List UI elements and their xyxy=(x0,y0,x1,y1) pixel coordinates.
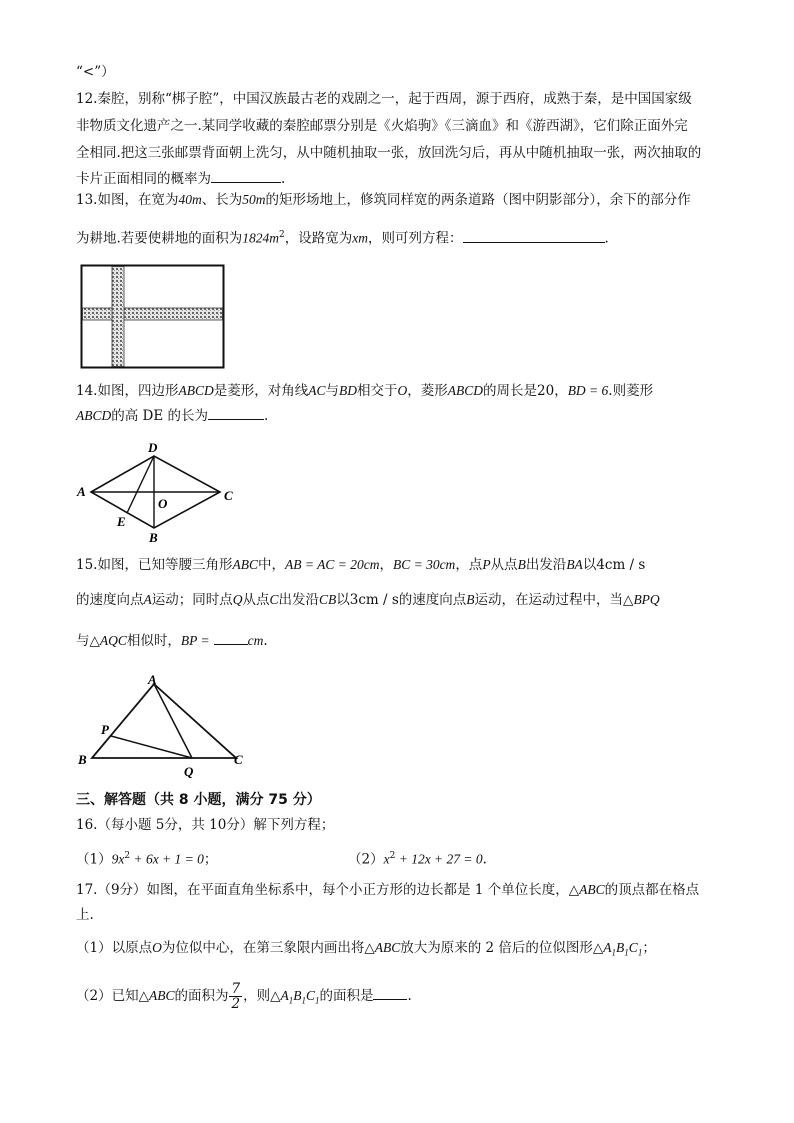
q17-c-sub: 1 xyxy=(637,947,643,958)
q12-answer-blank[interactable] xyxy=(211,168,281,183)
q15-text-p: 相似时， xyxy=(126,633,181,649)
q17-abc: ABC xyxy=(579,882,605,897)
q17-text-b: 的顶点都在格点 xyxy=(604,882,700,898)
q13-answer-blank[interactable] xyxy=(463,228,605,243)
q15-unit: cm xyxy=(247,633,264,648)
q14-text-b: 是菱形，对角线 xyxy=(213,383,309,399)
q15-text-f: 出发沿 xyxy=(525,557,567,573)
q13-road-horizontal xyxy=(83,308,223,320)
q13-text-b: 、长为 xyxy=(201,192,243,208)
q14-text-e: ，菱形 xyxy=(407,383,448,399)
q17-a-letter-2: A xyxy=(280,988,289,1003)
q15-answer-blank[interactable] xyxy=(214,630,248,645)
q14-abcd3: ABCD xyxy=(76,408,112,423)
q15-text-n: 运动，在运动过程中，当△ xyxy=(474,592,634,608)
q15-p: P xyxy=(482,557,491,572)
q14-bd: BD xyxy=(339,383,357,398)
q14-label-c: C xyxy=(224,488,233,503)
q14-text-g: ， xyxy=(554,383,568,399)
q17-a1b1c1-2 xyxy=(280,988,320,1006)
q17-b-sub-2: 1 xyxy=(301,995,306,1006)
q12-line2: 非物质文化遗产之一.某同学收藏的秦腔邮票分别是《火焰驹》《三滴血》和《游西湖》，它们除正面外完 xyxy=(76,118,688,134)
q14-end: . xyxy=(264,408,269,424)
q15-label-b: B xyxy=(78,752,87,767)
q15-eq2: BC = 30cm xyxy=(392,557,456,572)
q15-text-g: 以 xyxy=(582,557,597,573)
q15-text-j: 从点 xyxy=(242,592,270,608)
q15-figure xyxy=(74,672,254,784)
q13-figure xyxy=(80,264,226,370)
q13-text-e: ，设路宽为 xyxy=(284,230,353,247)
q12-line4-end: . xyxy=(281,171,286,187)
q13-text-f: ，则可列方程： xyxy=(368,230,463,247)
q13-area-exp: 2 xyxy=(279,230,285,240)
q17-b-letter: B xyxy=(616,940,625,955)
q17-part2 xyxy=(76,978,412,1019)
q16-p1-eq: 9x xyxy=(111,851,125,867)
q17-p1-c: 放大为原来的 2 倍后的位似图形△ xyxy=(400,940,604,956)
q12-line4-text: 卡片正面相同的概率为 xyxy=(76,171,211,187)
q15-text-o: 与△ xyxy=(76,633,100,649)
q14-abcd2: ABCD xyxy=(447,383,483,398)
q16-p2-eq: x xyxy=(383,851,390,867)
q16-part1 xyxy=(76,846,217,870)
q13-line2 xyxy=(76,225,609,249)
q14-text-h: .则菱形 xyxy=(608,383,654,399)
q15-end: . xyxy=(263,633,268,649)
q13-area: 1824m xyxy=(242,230,280,246)
q15-text-k: 出发沿 xyxy=(278,592,320,608)
q14-text-a: 14.如图，四边形 xyxy=(76,383,179,399)
q14-text-f: 的周长是 xyxy=(483,383,537,399)
q17-part1 xyxy=(76,938,656,963)
section3-heading: 三、解答题（共 8 小题，满分 75 分） xyxy=(76,792,321,808)
q17-p1-end: ； xyxy=(642,940,656,956)
q16-p2-rest: + 12x + 27 = 0 xyxy=(395,851,483,867)
q15-label-q: Q xyxy=(184,764,194,779)
q16-part2 xyxy=(348,846,487,870)
q13-text-c: 的矩形场地上，修筑同样宽的两条道路（图中阴影部分），余下的部分作 xyxy=(265,192,691,208)
q17-b-letter-2: B xyxy=(293,988,302,1003)
q15-text-d: ，点 xyxy=(455,557,483,573)
q15-a: A xyxy=(143,592,152,607)
q15-c: C xyxy=(269,592,279,607)
q15-text-c: ， xyxy=(379,557,393,573)
q13-end: . xyxy=(604,230,609,247)
q15-text-l: 以 xyxy=(336,592,350,608)
q17-o: O xyxy=(152,940,162,955)
q15-triangle-abc xyxy=(92,684,236,758)
q14-bd-eq: BD = 6 xyxy=(567,383,609,398)
q17-line1 xyxy=(76,880,699,900)
q12-line4 xyxy=(76,168,285,189)
q15-line2 xyxy=(76,590,660,610)
q15-v1: 4cm / s xyxy=(596,557,646,573)
q13-text-d: 为耕地.若要使耕地的面积为 xyxy=(76,230,243,247)
top-fragment: “<”） xyxy=(76,64,115,80)
q17-a-sub: 1 xyxy=(611,947,617,958)
q16-p1-label: （1） xyxy=(76,851,112,868)
q13-x: xm xyxy=(352,230,369,246)
q15-label-c: C xyxy=(234,752,243,767)
q17-a1b1c1 xyxy=(603,940,643,958)
q15-aqc: AQC xyxy=(99,633,127,648)
q16-intro: 16.（每小题 5分，共 10分）解下列方程； xyxy=(76,817,335,833)
q17-b-sub: 1 xyxy=(624,947,629,958)
q14-perimeter: 20 xyxy=(537,383,555,399)
q14-text-d: 相交于 xyxy=(357,383,398,399)
q13-length: 50m xyxy=(242,192,266,207)
q12-line3: 全相同.把这三张邮票背面朝上洗匀，从中随机抽取一张，放回洗匀后，再从中随机抽取一张，两次抽取的 xyxy=(76,145,702,161)
q17-a-letter: A xyxy=(603,940,612,955)
q14-label-b: B xyxy=(149,530,158,545)
q15-eq1: AB = AC = 20cm xyxy=(284,557,380,572)
q17-frac-num: 7 xyxy=(231,981,241,997)
q16-p2-exp: 2 xyxy=(389,851,396,861)
q13-line1 xyxy=(76,190,691,210)
q17-answer-blank[interactable] xyxy=(373,985,407,1000)
q17-p2-c: ，则△ xyxy=(243,988,281,1004)
q14-abcd: ABCD xyxy=(178,383,214,398)
q12-line1: 12.秦腔，别称“梆子腔”，中国汉族最古老的戏剧之一，起于西周，源于西府，成熟于秦，是中国国家级 xyxy=(76,91,692,107)
q15-segment-pq xyxy=(111,736,192,758)
q17-p1-b: 为位似中心，在第三象限内画出将△ xyxy=(161,940,375,956)
q14-answer-blank[interactable] xyxy=(208,405,264,420)
q15-segment-aq xyxy=(154,684,192,758)
q16-p2-label: （2） xyxy=(348,851,384,868)
q13-road-vertical xyxy=(112,267,124,367)
q17-c-letter: C xyxy=(628,940,638,955)
q17-c-sub-2: 1 xyxy=(314,995,320,1006)
q15-label-p: P xyxy=(101,722,109,737)
q14-figure xyxy=(72,438,252,548)
q15-b2: B xyxy=(466,592,475,607)
q15-text-b: 中， xyxy=(257,557,285,573)
q14-line2 xyxy=(76,405,268,426)
q15-ba: BA xyxy=(566,557,583,572)
q17-frac-den: 2 xyxy=(231,996,241,1012)
q14-ac: AC xyxy=(308,383,326,398)
q14-o: O xyxy=(397,383,408,398)
q17-abc2: ABC xyxy=(374,940,401,955)
q17-a-sub-2: 1 xyxy=(288,995,294,1006)
q17-p2-end: . xyxy=(407,988,412,1004)
q15-v2: 3cm / s xyxy=(349,592,399,608)
q16-p2-end: . xyxy=(482,851,487,868)
q14-label-e: E xyxy=(117,514,126,529)
q15-text-a: 15.如图，已知等腰三角形 xyxy=(76,557,233,573)
q17-c-letter-2: C xyxy=(305,988,315,1003)
q15-bpq: BPQ xyxy=(633,592,660,607)
q13-text-a: 13.如图，在宽为 xyxy=(76,192,179,208)
q17-p1-a: （1）以原点 xyxy=(76,940,153,956)
q15-cb: CB xyxy=(319,592,337,607)
q15-label-a: A xyxy=(148,672,157,687)
q16-p1-rest: + 6x + 1 = 0 xyxy=(130,851,204,867)
q17-fraction xyxy=(229,982,242,1011)
q17-p2-b: 的面积为 xyxy=(174,988,229,1004)
q15-text-i: 运动；同时点 xyxy=(151,592,233,608)
q16-p1-exp: 2 xyxy=(124,851,131,861)
q13-width: 40m xyxy=(178,192,202,207)
q15-line3 xyxy=(76,630,268,651)
q14-text-c: 与 xyxy=(325,383,339,399)
q15-text-m: 的速度向点 xyxy=(398,592,467,608)
q16-p1-end: ； xyxy=(203,851,218,868)
q17-line2: 上. xyxy=(76,907,94,923)
q17-text-a: 17.（9分）如图，在平面直角坐标系中，每个小正方形的边长都是 1 个单位长度，△ xyxy=(76,882,580,898)
q14-label-d: D xyxy=(148,440,158,455)
q15-text-e: 从点 xyxy=(490,557,518,573)
q17-p2-d: 的面积是 xyxy=(319,988,374,1004)
q14-line1 xyxy=(76,381,653,401)
q15-line1 xyxy=(76,555,645,575)
q15-b: B xyxy=(517,557,526,572)
q15-text-h: 的速度向点 xyxy=(76,592,144,608)
q14-label-o: O xyxy=(158,496,168,511)
q15-q: Q xyxy=(232,592,243,607)
q17-p2-a: （2）已知△ xyxy=(76,988,149,1004)
q14-text-i: 的高 DE 的长为 xyxy=(111,408,209,424)
q17-abc3: ABC xyxy=(148,988,175,1003)
q15-bp: BP = xyxy=(180,633,210,648)
q14-label-a: A xyxy=(77,484,86,499)
q15-abc: ABC xyxy=(232,557,258,572)
